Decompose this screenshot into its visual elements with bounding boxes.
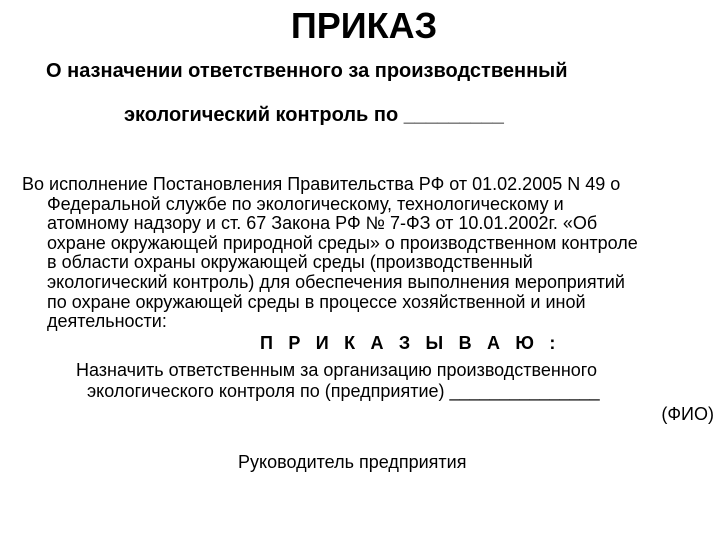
assignment-line-1: Назначить ответственным за организацию производственного	[76, 360, 597, 380]
preamble-line: Федеральной службе по экологическому, технологическому и	[47, 193, 564, 214]
preamble-line: Во исполнение Постановления Правительства РФ от 01.02.2005 N 49 о	[22, 174, 621, 194]
document-subtitle-line-1: О назначении ответственного за производственный	[46, 60, 568, 82]
preamble-line: в области охраны окружающей среды (производственный	[47, 252, 533, 273]
assignment-line-2: экологического контроля по (предприятие) _______________	[87, 381, 600, 401]
preamble-line: по охране окружающей среды в процессе хозяйственной и иной	[47, 291, 586, 312]
preamble-line: охране окружающей природной среды» о производственном контроле	[47, 232, 638, 253]
preamble-line: экологический контроль) для обеспечения выполнения мероприятий	[47, 271, 625, 292]
preamble-line: атомному надзору и ст. 67 Закона РФ № 7-ФЗ от 10.01.2002г. «Об	[47, 213, 598, 234]
fio-label: (ФИО)	[661, 404, 714, 424]
document-title: ПРИКАЗ	[290, 5, 438, 46]
signature-label: Руководитель предприятия	[238, 452, 467, 472]
preamble-paragraph	[22, 175, 638, 332]
preamble-line: деятельности:	[47, 311, 167, 332]
document-subtitle-line-2: экологический контроль по _________	[124, 104, 504, 126]
order-heading: П Р И К А З Ы В А Ю :	[260, 333, 561, 353]
